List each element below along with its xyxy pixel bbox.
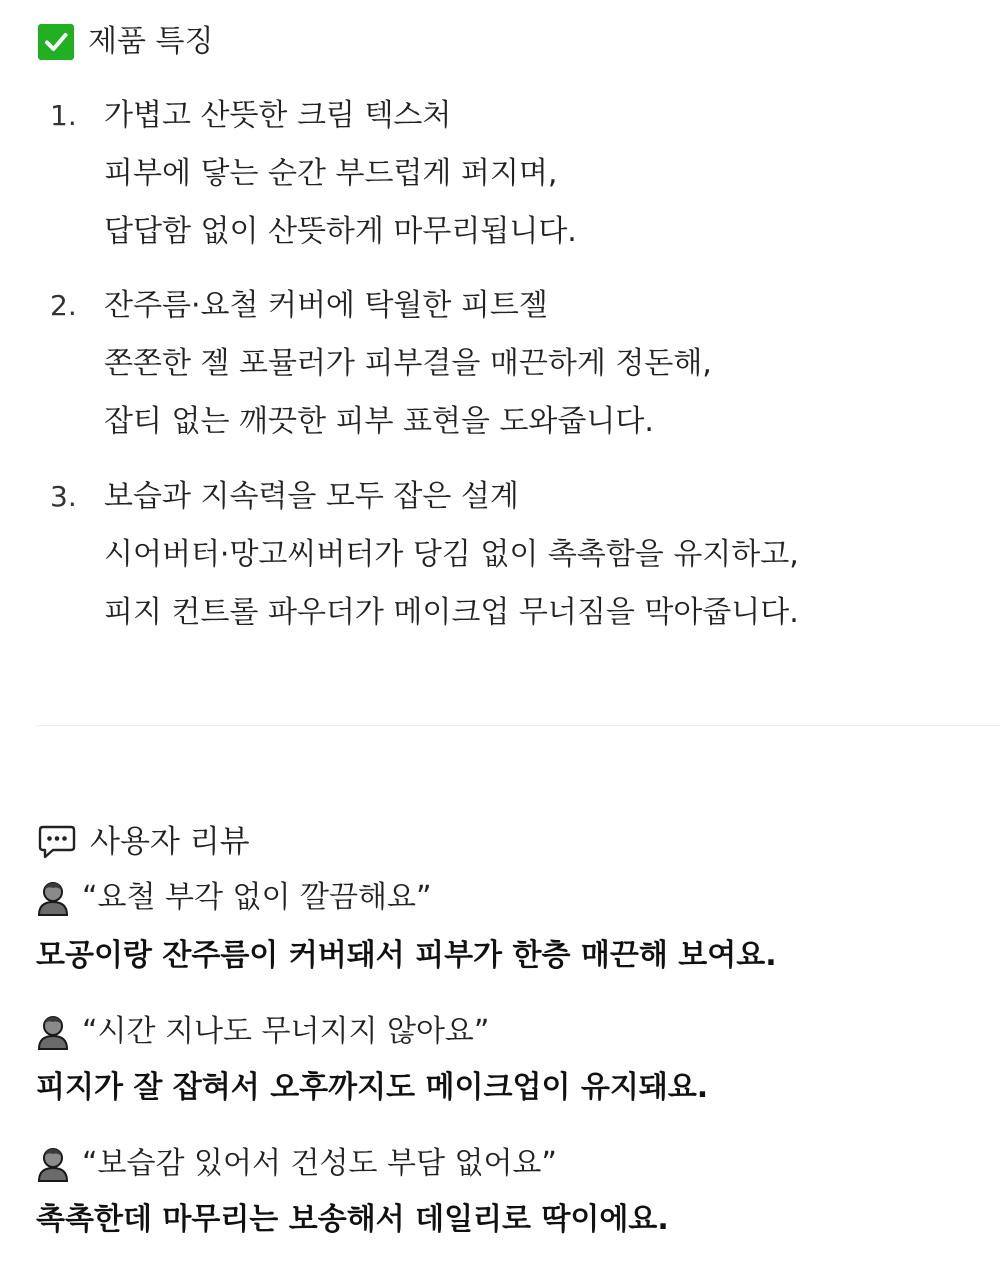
feature-number: 3. <box>50 480 77 513</box>
feature-description-line: 시어버터·망고씨버터가 당김 없이 촉촉함을 유지하고, <box>104 537 799 572</box>
person-icon <box>36 1014 70 1050</box>
feature-number: 2. <box>50 289 77 322</box>
review-quote: “보습감 있어서 건성도 부담 없어요” <box>82 1146 557 1181</box>
reviews-header <box>38 820 250 864</box>
feature-description-line: 쫀쫀한 젤 포뮬러가 피부결을 매끈하게 정돈해, <box>104 346 712 381</box>
feature-heading: 가볍고 산뜻한 크림 텍스처 <box>104 98 452 133</box>
feature-heading: 보습과 지속력을 모두 잡은 설계 <box>104 479 519 514</box>
person-icon <box>36 880 70 916</box>
review-quote: “요철 부각 없이 깔끔해요” <box>82 880 432 915</box>
check-mark-button-icon <box>38 24 74 60</box>
review-body: 피지가 잘 잡혀서 오후까지도 메이크업이 유지돼요. <box>36 1070 709 1105</box>
speech-bubble-icon <box>38 824 76 860</box>
review-quote: “시간 지나도 무너지지 않아요” <box>82 1014 490 1049</box>
features-title: 제품 특징 <box>88 24 214 59</box>
feature-description-line: 피지 컨트롤 파우더가 메이크업 무너짐을 막아줍니다. <box>104 595 799 630</box>
review-quote-row <box>36 877 432 919</box>
review-body: 모공이랑 잔주름이 커버돼서 피부가 한층 매끈해 보여요. <box>36 938 777 973</box>
feature-description-line: 답답함 없이 산뜻하게 마무리됩니다. <box>104 214 577 249</box>
feature-description-line: 잡티 없는 깨끗한 피부 표현을 도와줍니다. <box>104 404 654 439</box>
feature-number: 1. <box>50 99 77 132</box>
feature-heading: 잔주름·요철 커버에 탁월한 피트젤 <box>104 288 548 323</box>
reviews-title: 사용자 리뷰 <box>90 824 250 860</box>
person-icon <box>36 1146 70 1182</box>
review-quote-row <box>36 1143 557 1185</box>
review-quote-row <box>36 1011 489 1053</box>
section-divider <box>36 725 1000 726</box>
feature-description-line: 피부에 닿는 순간 부드럽게 퍼지며, <box>104 156 558 191</box>
features-header <box>38 22 213 62</box>
review-body: 촉촉한데 마무리는 보송해서 데일리로 딱이에요. <box>36 1202 669 1237</box>
